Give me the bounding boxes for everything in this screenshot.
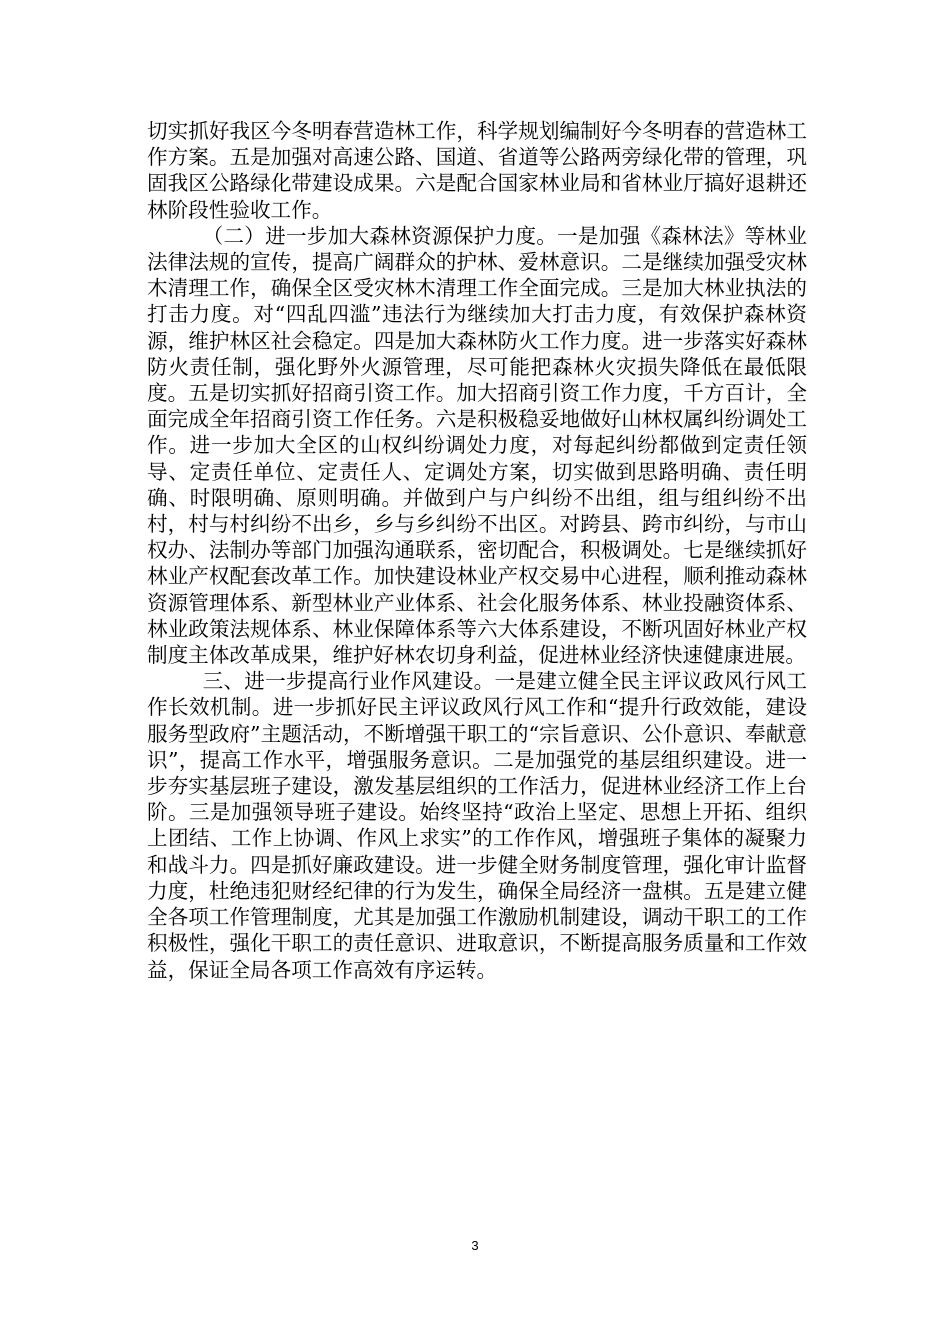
paragraph-work-style: 三、进一步提高行业作风建设。一是建立健全民主评议政风行风工作长效机制。进一步抓好民主评议政风行风工作和“提升行政效能，建设服务型政府”主题活动，不断增强干职工的“宗旨意识、公仆意识、奉献意识”，提高工作水平，增强服务意识。二是加强党的基层组织建设。进一步夯实基层班子建设，激发基层组织的工作活力，促进林业经济工作上台阶。三是加强领导班子建设。始终坚持“政治上坚定、思想上开拓、组织上团结、工作上协调、作风上求实”的工作作风，增强班子集体的凝聚力和战斗力。四是抓好廉政建设。进一步健全财务制度管理，强化审计监督力度，杜绝违犯财经纪律的行为发生，确保全局经济一盘棋。五是建立健全各项工作管理制度，尤其是加强工作激励机制建设，调动干职工的工作积极性，强化干职工的责任意识、进取意识，不断提高服务质量和工作效益，保证全局各项工作高效有序运转。 [147,669,807,982]
paragraph-forest-protection: （二）进一步加大森林资源保护力度。一是加强《森林法》等林业法律法规的宣传，提高广阔群众的护林、爱林意识。二是继续加强受灾林木清理工作，确保全区受灾林木清理工作全面完成。三是加大林业执法的打击力度。对“四乱四滥”违法行为继续加大打击力度，有效保护森林资源，维护林区社会稳定。四是加大森林防火工作力度。进一步落实好森林防火责任制，强化野外火源管理，尽可能把森林火灾损失降低在最低限度。五是切实抓好招商引资工作。加大招商引资工作力度，千方百计，全面完成全年招商引资工作任务。六是积极稳妥地做好山林权属纠纷调处工作。进一步加大全区的山权纠纷调处力度，对每起纠纷都做到定责任领导、定责任单位、定责任人、定调处方案，切实做到思路明确、责任明确、时限明确、原则明确。并做到户与户纠纷不出组，组与组纠纷不出村，村与村纠纷不出乡，乡与乡纠纷不出区。对跨县、跨市纠纷，与市山权办、法制办等部门加强沟通联系，密切配合，积极调处。七是继续抓好林业产权配套改革工作。加快建设林业产权交易中心进程，顺利推动森林资源管理体系、新型林业产业体系、社会化服务体系、林业投融资体系、林业政策法规体系、林业保障体系等六大体系建设，不断巩固好林业产权制度主体改革成果，维护好林农切身利益，促进林业经济快速健康进展。 [147,223,807,668]
paragraph-continuation: 切实抓好我区今冬明春营造林工作，科学规划编制好今冬明春的营造林工作方案。五是加强对高速公路、国道、省道等公路两旁绿化带的管理，巩固我区公路绿化带建设成果。六是配合国家林业局和省林业厅搞好退耕还林阶段性验收工作。 [147,119,807,222]
document-body [147,118,807,983]
page-number: 3 [471,1238,479,1253]
